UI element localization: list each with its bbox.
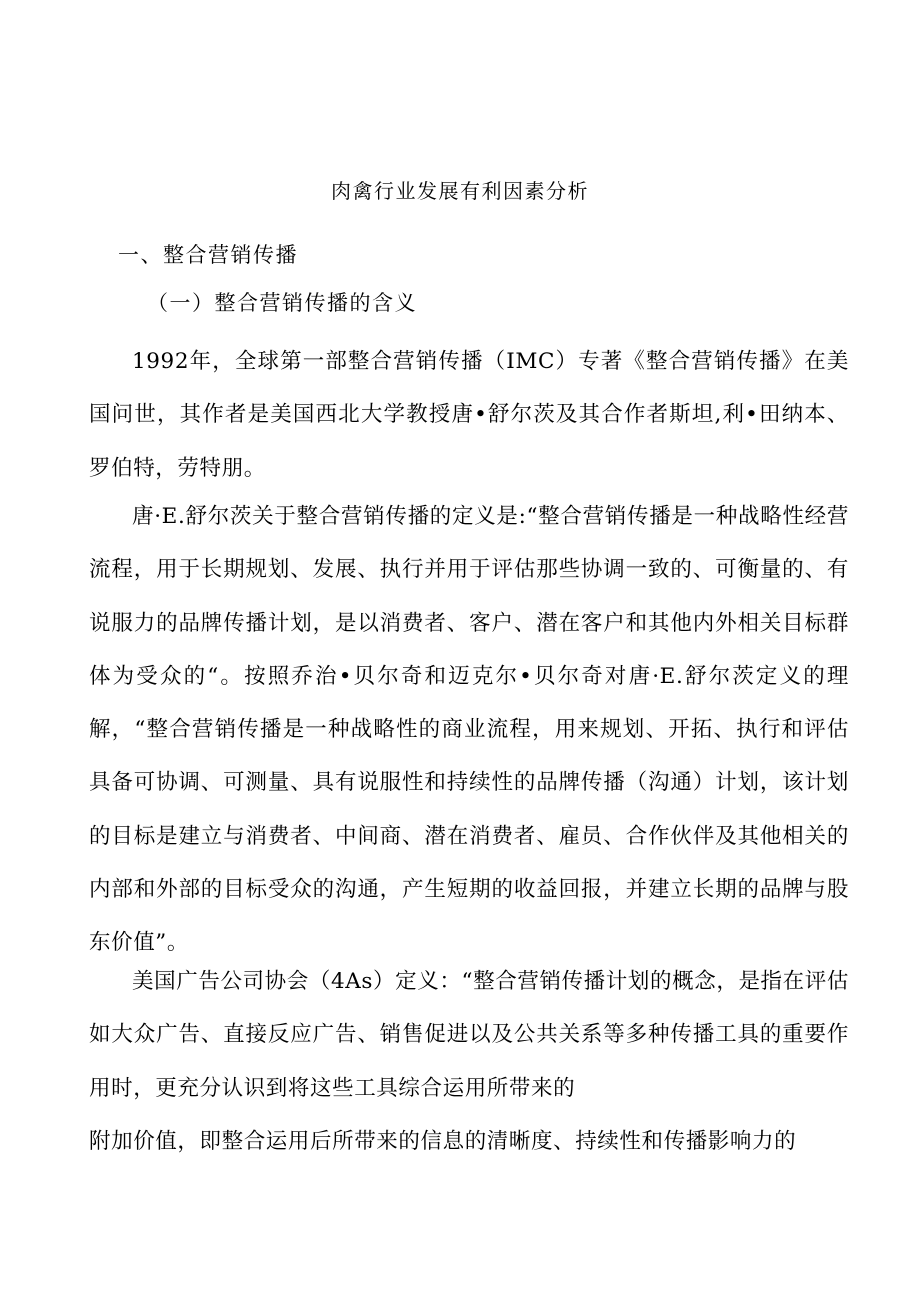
- subsection-heading: （一）整合营销传播的含义: [147, 291, 417, 315]
- paragraph-2: 唐·E.舒尔茨关于整合营销传播的定义是:“整合营销传播是一种战略性经营流程，用于长期规划、发展、执行并用于评估那些协调一致的、可衡量的、有说服力的品牌传播计划，是以消费者、客户、潜在客户和其他内外相关目标群体为受众的“。按照乔治•贝尔奇和迈克尔•贝尔奇对唐·E.舒尔茨定义的理解，“整合营销传播是一种战略性的商业流程，用来规划、开拓、执行和评估具备可协调、可测量、具有说服性和持续性的品牌传播（沟通）计划，该计划的目标是建立与消费者、中间商、潜在消费者、雇员、合作伙伴及其他相关的内部和外部的目标受众的沟通，产生短期的收益回报，并建立长期的品牌与股东价值”。: [89, 504, 849, 956]
- section-heading: 一、整合营销传播: [118, 243, 298, 267]
- paragraph-1: 1992年，全球第一部整合营销传播（IMC）专著《整合营销传播》在美国问世，其作者是美国西北大学教授唐•舒尔茨及其合作者斯坦,利•田纳本、罗伯特，劳特朋。: [89, 349, 849, 481]
- paragraph-3: [89, 955, 849, 1168]
- document-title: 肉禽行业发展有利因素分析: [331, 179, 589, 203]
- paragraph-3-body: 美国广告公司协会（4As）定义：“整合营销传播计划的概念，是指在评估如大众广告、直接反应广告、销售促进以及公共关系等多种传播工具的重要作用时，更充分认识到将这些工具综合运用所带来的: [89, 969, 849, 1101]
- paragraph-3-tail: 附加价值，即整合运用后所带来的信息的清晰度、持续性和传播影响力的: [89, 1128, 797, 1154]
